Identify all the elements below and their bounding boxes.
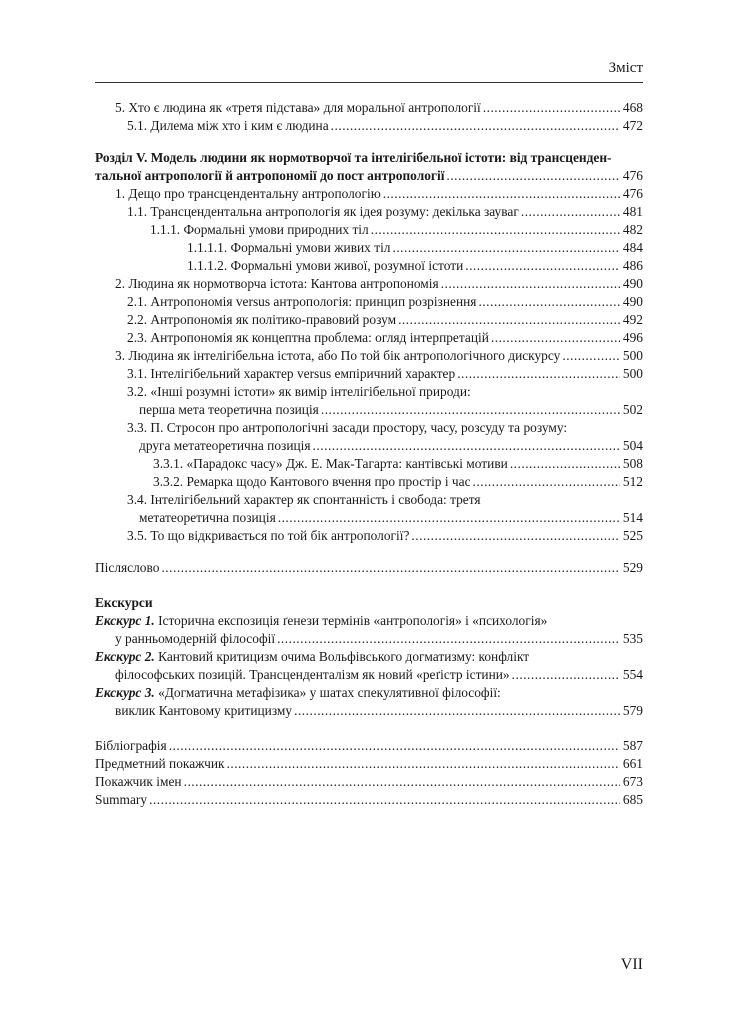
toc-entry-page: 500 — [622, 348, 643, 363]
dot-leader — [294, 702, 620, 720]
toc-entry[interactable] — [95, 239, 643, 257]
toc-entry-title: 2.3. Антропономія як концептна проблема: огляд інтерпретацій — [127, 330, 489, 345]
toc-entry-page: 661 — [622, 756, 643, 771]
toc-entry-line[interactable] — [95, 648, 643, 666]
header-rule — [95, 82, 643, 83]
dot-leader — [441, 275, 620, 293]
toc-entry[interactable] — [95, 275, 643, 293]
toc-entry-page: 496 — [622, 330, 643, 345]
toc-entry[interactable] — [95, 630, 643, 648]
toc-entry[interactable] — [95, 509, 643, 527]
toc-entry[interactable] — [95, 666, 643, 684]
dot-leader — [149, 791, 620, 809]
toc-entry[interactable] — [95, 527, 643, 545]
dot-leader — [483, 99, 620, 117]
dot-leader — [411, 527, 620, 545]
toc-entry-summary[interactable] — [95, 791, 643, 809]
toc-entry-title: 3.3.1. «Парадокс часу» Дж. Е. Мак-Тагарта: кантівські мотиви — [153, 456, 508, 471]
toc-entry-page: 514 — [622, 510, 643, 525]
dot-leader — [227, 755, 620, 773]
toc-entry-line[interactable]: 3.4. Інтелігібельний характер як спонтанність і свобода: третя — [127, 492, 481, 507]
toc-entry-title: філософських позицій. Трансценденталізм як новий «реґістр істини» — [115, 667, 510, 682]
dot-leader — [562, 347, 620, 365]
toc-entry-page: 484 — [622, 240, 643, 255]
chapter-title-line[interactable]: Розділ V. Модель людини як нормотворчої та інтелігібельної істоти: від трансценден- — [95, 150, 612, 165]
table-of-contents — [95, 99, 643, 809]
toc-entry-page: 504 — [622, 438, 643, 453]
toc-entry-bibliography[interactable] — [95, 737, 643, 755]
dot-leader — [491, 329, 620, 347]
toc-entry-line[interactable]: 3.2. «Інші розумні істоти» як вимір інтелігібельної природи: — [127, 384, 471, 399]
toc-entry-page: 502 — [622, 402, 643, 417]
toc-entry-line[interactable] — [95, 612, 643, 630]
toc-entry-title: метатеоретична позиція — [139, 510, 276, 525]
toc-entry-title: у ранньомодерній філософії — [115, 631, 276, 646]
toc-entry-page: 508 — [622, 456, 643, 471]
toc-entry-page: 554 — [622, 667, 643, 682]
toc-entry-subject-index[interactable] — [95, 755, 643, 773]
toc-entry-page: 512 — [622, 474, 643, 489]
dot-leader — [161, 559, 619, 577]
dot-leader — [465, 257, 620, 275]
toc-entry[interactable] — [95, 293, 643, 311]
toc-entry-title: Summary — [95, 792, 148, 807]
toc-entry[interactable] — [95, 365, 643, 383]
toc-entry-page: 472 — [622, 118, 643, 133]
toc-entry-title: 2.2. Антропономія як політико-правовий розум — [127, 312, 397, 327]
toc-entry-page: 535 — [622, 631, 643, 646]
toc-entry-afterword[interactable] — [95, 559, 643, 577]
toc-entry-title: виклик Кантовому критицизму — [115, 703, 293, 718]
excursions-heading: Екскурси — [95, 595, 153, 610]
dot-leader — [371, 221, 620, 239]
toc-entry[interactable] — [95, 401, 643, 419]
toc-entry-title: Бібліографія — [95, 738, 167, 753]
dot-leader — [169, 737, 620, 755]
dot-leader — [521, 203, 620, 221]
dot-leader — [392, 239, 619, 257]
toc-entry-page: 685 — [622, 792, 643, 807]
toc-entry-title: Кантовий критицизм очима Вольфівського догматизму: конфлікт — [158, 649, 530, 664]
dot-leader — [278, 509, 620, 527]
toc-entry-line[interactable] — [95, 684, 643, 702]
dot-leader — [277, 630, 620, 648]
toc-entry[interactable] — [95, 473, 643, 491]
toc-entry[interactable] — [95, 702, 643, 720]
dot-leader — [398, 311, 620, 329]
toc-entry-title: 1.1. Трансцендентальна антропологія як ідея розуму: декілька зауваг — [127, 204, 519, 219]
toc-entry[interactable] — [95, 203, 643, 221]
toc-entry-title: 1. Дещо про трансцендентальну антропологію — [115, 186, 381, 201]
running-title: Зміст — [608, 60, 643, 76]
toc-entry-title: 1.1.1.1. Формальні умови живих тіл — [187, 240, 391, 255]
chapter-entry[interactable] — [95, 167, 643, 185]
toc-entry[interactable] — [95, 221, 643, 239]
toc-entry-page: 490 — [622, 294, 643, 309]
toc-entry-page: 476 — [622, 168, 643, 183]
dot-leader — [512, 666, 620, 684]
toc-entry-title: 1.1.1.2. Формальні умови живої, розумної істоти — [187, 258, 464, 273]
dot-leader — [446, 167, 619, 185]
toc-entry-page: 482 — [622, 222, 643, 237]
toc-entry-page: 500 — [622, 366, 643, 381]
toc-entry-page: 673 — [622, 774, 643, 789]
dot-leader — [313, 437, 620, 455]
toc-entry-page: 476 — [622, 186, 643, 201]
excursion-label: Екскурс 2. — [95, 649, 155, 664]
toc-entry-title: перша мета теоретична позиція — [139, 402, 319, 417]
toc-entry-line[interactable]: 3.3. П. Стросон про антропологічні засади простору, часу, розсуду та розуму: — [127, 420, 568, 435]
toc-entry-page: 529 — [622, 560, 643, 575]
toc-entry-title: 2.1. Антропономія versus антропологія: принцип розрізнення — [127, 294, 477, 309]
toc-entry-title: «Догматична метафізика» у шатах спекулятивної філософії: — [158, 685, 501, 700]
toc-entry[interactable] — [95, 117, 643, 135]
toc-entry-title: 5.1. Дилема між хто і ким є людина — [127, 118, 329, 133]
dot-leader — [473, 473, 620, 491]
dot-leader — [478, 293, 619, 311]
toc-entry-name-index[interactable] — [95, 773, 643, 791]
toc-entry-page: 579 — [622, 703, 643, 718]
dot-leader — [510, 455, 620, 473]
toc-entry-title: 5. Хто є людина як «третя підстава» для моральної антропології — [115, 100, 481, 115]
toc-entry[interactable] — [95, 311, 643, 329]
toc-entry-title: 3.3.2. Ремарка щодо Кантового вчення про простір і час — [153, 474, 471, 489]
toc-entry-title: 3.5. То що відкривається по той бік антропології? — [127, 528, 410, 543]
toc-entry[interactable] — [95, 99, 643, 117]
toc-entry-title: друга метатеоретична позиція — [139, 438, 311, 453]
toc-entry[interactable] — [95, 347, 643, 365]
dot-leader — [321, 401, 620, 419]
dot-leader — [383, 185, 620, 203]
toc-entry-title: Післяслово — [95, 560, 160, 575]
page-number: VII — [620, 956, 643, 973]
toc-entry-title: 1.1.1. Формальні умови природних тіл — [150, 222, 369, 237]
dot-leader — [331, 117, 620, 135]
toc-entry-page: 486 — [622, 258, 643, 273]
toc-entry-title: Покажчик імен — [95, 774, 182, 789]
toc-entry-page: 525 — [622, 528, 643, 543]
toc-entry[interactable] — [95, 437, 643, 455]
toc-entry-page: 490 — [622, 276, 643, 291]
toc-entry-title: 3. Людина як інтелігібельна істота, або По той бік антропологічного дискурсу — [115, 348, 561, 363]
toc-entry-title: тальної антропології й антропономії до пост антропології — [95, 168, 445, 183]
toc-entry-page: 468 — [622, 100, 643, 115]
toc-entry-page: 492 — [622, 312, 643, 327]
toc-entry[interactable] — [95, 185, 643, 203]
dot-leader — [184, 773, 620, 791]
toc-entry-title: Історична експозиція ґенези термінів «антропологія» і «психологія» — [158, 613, 548, 628]
excursion-label: Екскурс 3. — [95, 685, 155, 700]
toc-entry-page: 481 — [622, 204, 643, 219]
toc-entry-title: Предметний покажчик — [95, 756, 225, 771]
dot-leader — [457, 365, 620, 383]
excursion-label: Екскурс 1. — [95, 613, 155, 628]
toc-entry[interactable] — [95, 329, 643, 347]
toc-entry[interactable] — [95, 455, 643, 473]
toc-entry-page: 587 — [622, 738, 643, 753]
toc-entry-title: 2. Людина як нормотворча істота: Кантова антропономія — [115, 276, 439, 291]
toc-entry-title: 3.1. Інтелігібельний характер versus емпіричний характер — [127, 366, 456, 381]
toc-entry[interactable] — [95, 257, 643, 275]
